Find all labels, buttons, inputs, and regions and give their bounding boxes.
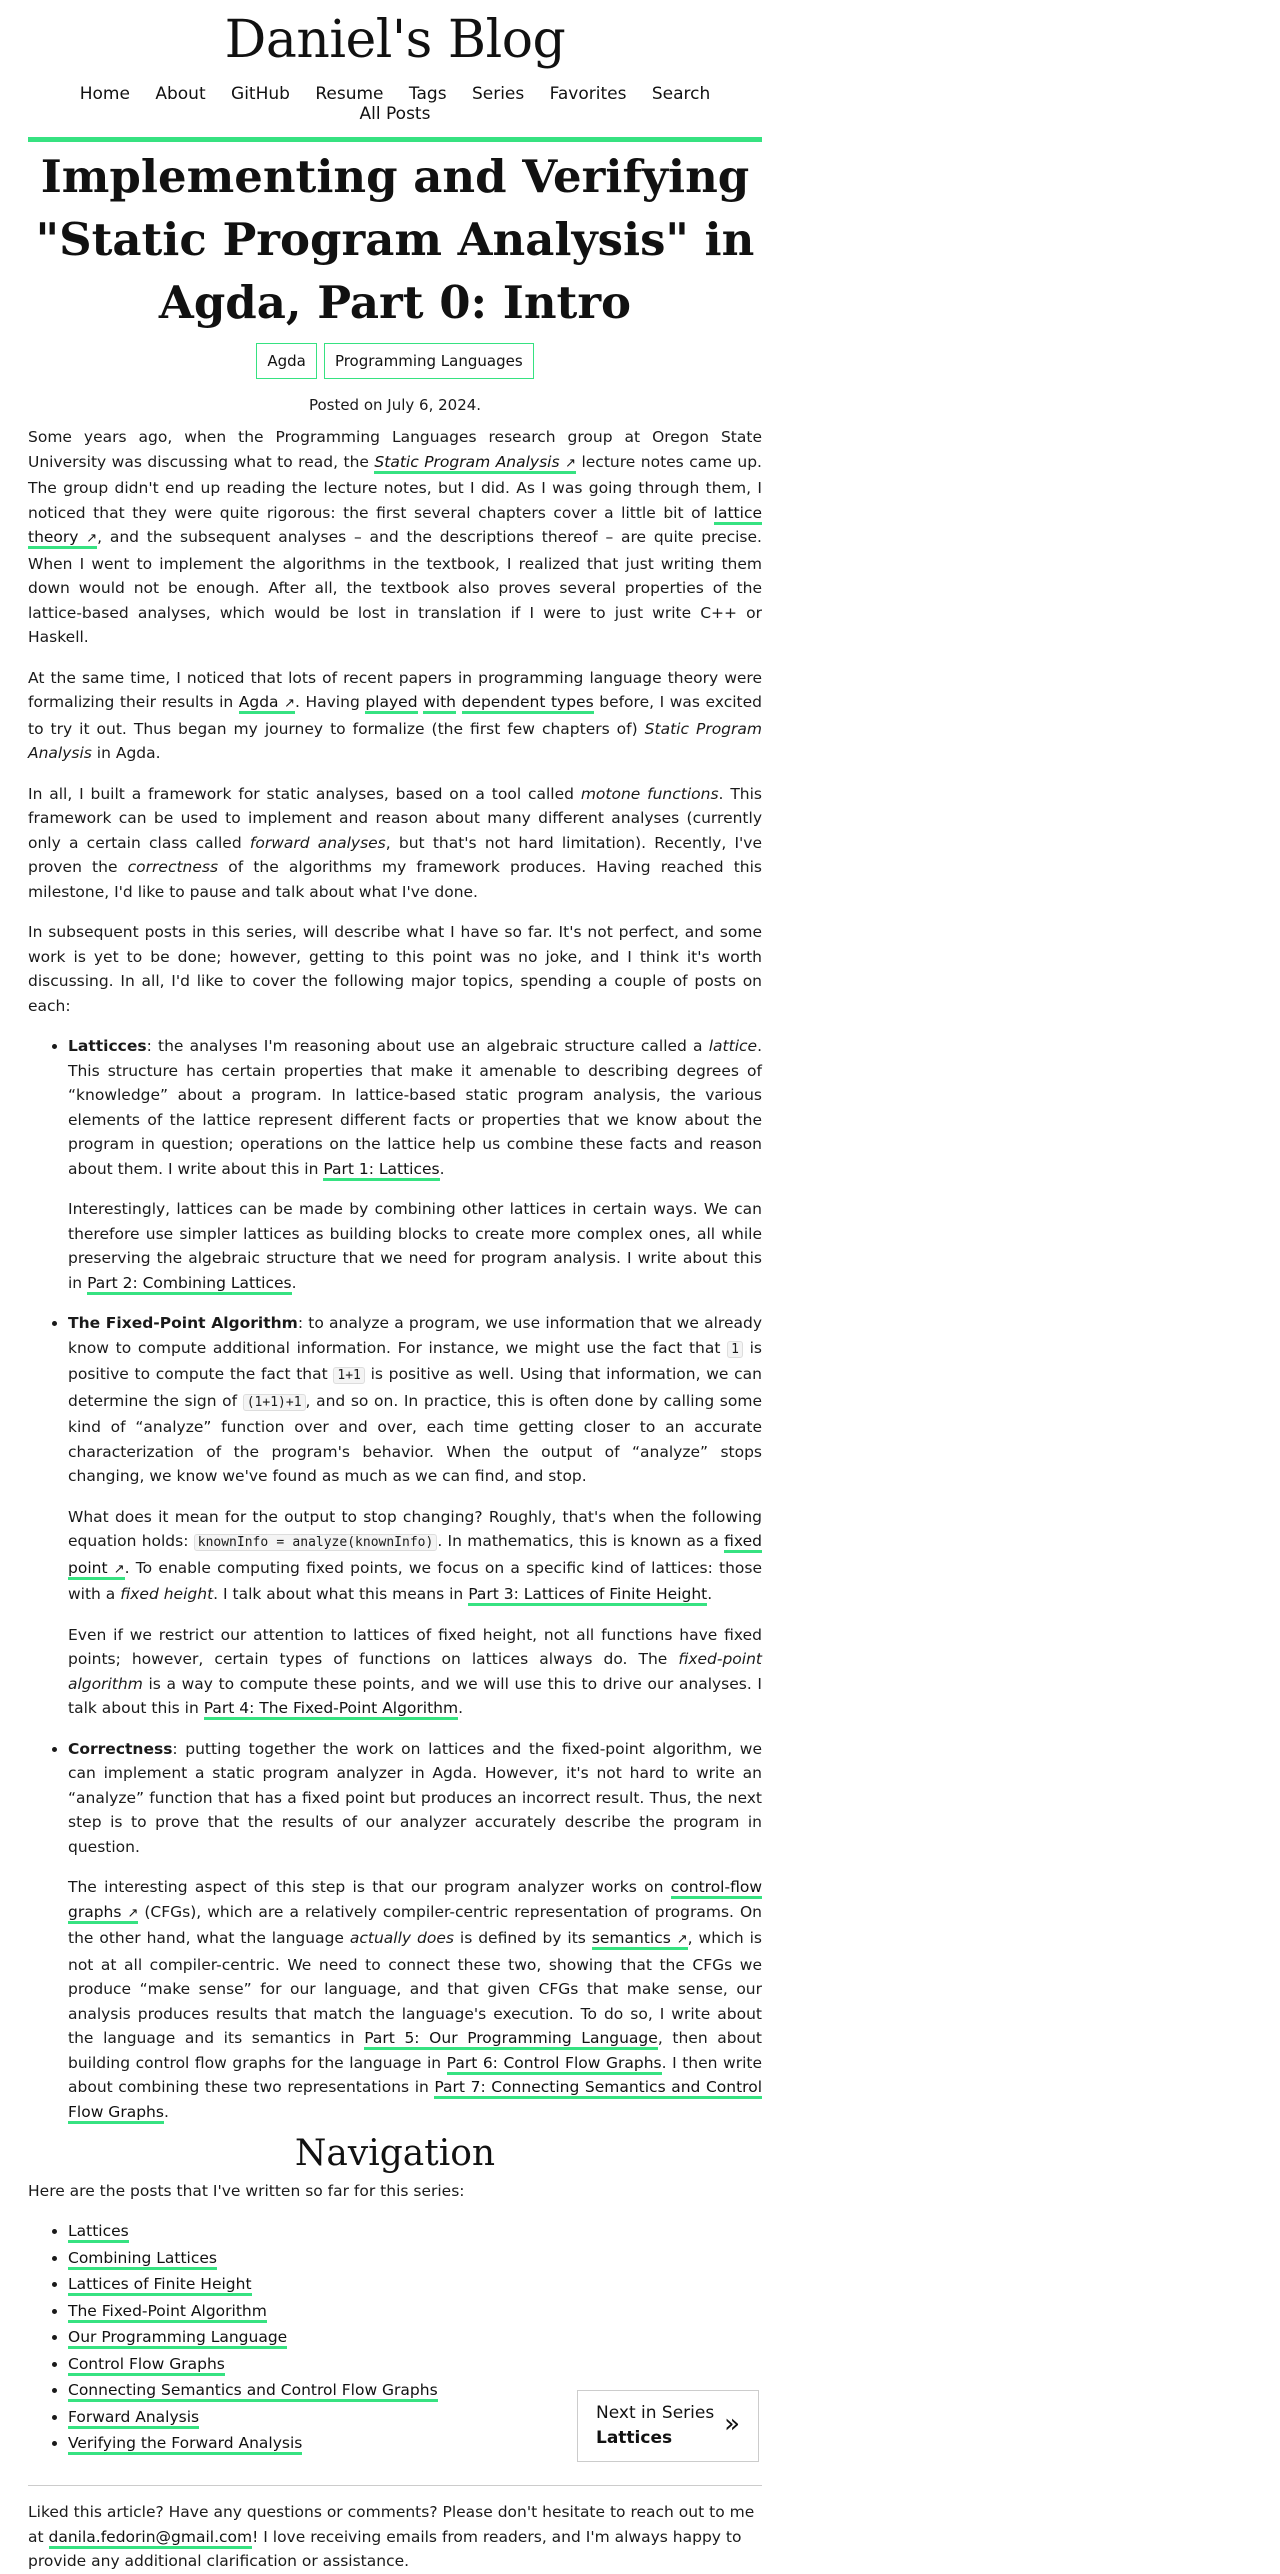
nav-favorites[interactable]: Favorites — [549, 84, 627, 104]
post-title: Implementing and Verifying "Static Program Analysis" in Agda, Part 0: Intro — [35, 150, 755, 329]
tag-programming-languages[interactable]: Programming Languages — [324, 343, 534, 379]
dependent-types-link[interactable]: dependent types — [462, 693, 594, 714]
lattice-theory-link[interactable]: lattice theory ↗ — [28, 504, 762, 550]
part-7-link[interactable]: Part 7: Connecting Semantics and Control Flow Graphs — [68, 2078, 762, 2124]
site-title[interactable]: Daniel's Blog — [224, 10, 566, 70]
series-link-lattices[interactable]: Lattices — [68, 2222, 129, 2243]
nav-github[interactable]: GitHub — [231, 84, 290, 104]
topic-list — [28, 1034, 762, 2124]
external-link-icon: ↗ — [565, 455, 576, 471]
navigation-heading: Navigation — [294, 2133, 496, 2174]
list-item — [68, 2299, 762, 2324]
nav-all-posts[interactable]: All Posts — [359, 104, 431, 124]
series-link-forward-analysis[interactable]: Forward Analysis — [68, 2408, 199, 2429]
next-title: Lattices — [596, 2428, 673, 2448]
part-2-link[interactable]: Part 2: Combining Lattices — [87, 1274, 292, 1295]
external-link-icon: ↗ — [284, 696, 295, 711]
external-link-icon: ↗ — [127, 1905, 139, 1921]
post-date: Posted on July 6, 2024. — [308, 396, 482, 414]
static-program-analysis-link[interactable]: Static Program Analysis ↗ — [374, 453, 576, 474]
with-link[interactable]: with — [423, 693, 456, 714]
series-link-combining-lattices[interactable]: Combining Lattices — [68, 2249, 217, 2270]
control-flow-graphs-link[interactable]: control-flow graphs ↗ — [68, 1878, 762, 1924]
part-6-link[interactable]: Part 6: Control Flow Graphs — [447, 2054, 662, 2075]
part-5-link[interactable]: Part 5: Our Programming Language — [364, 2029, 658, 2050]
paragraph: Some years ago, when the Programming Languages research group at Oregon State University was discussing what to read, the Static Program Analysis ↗ lecture notes came up. The group didn't end up reading the lecture notes, but I did. As I was going through them, I noticed that they were quite rigorous: the first several chapters cover a little bit of lattice theory ↗, and the subsequent analyses – and the descriptions thereof – are quite precise. When I went to implement the algorithms in the textbook, I realized that just writing them down would not be enough. After all, the textbook also proves several properties of the lattice-based analyses, which would be lost in translation if I were to just write C++ or Haskell. — [28, 428, 762, 646]
nav-home[interactable]: Home — [79, 84, 130, 104]
site-header — [28, 0, 762, 142]
paragraph: In subsequent posts in this series, will describe what I have so far. It's not perfect, and some work is yet to be done; however, getting to this point was no joke, and I think it's worth discussing. In all, I'd like to cover the following major topics, spending a couple of posts on each: — [28, 923, 762, 1015]
next-in-series-button[interactable] — [577, 2390, 759, 2462]
list-item — [68, 2352, 762, 2377]
list-item: • Latticces: the analyses I'm reasoning about use an algebraic structure called a lattice. This structure has certain properties that make it amenable to describing degrees of “knowledge” about a program. In lattice-based static program analysis, the various elements of the lattice represent different facts or properties that we know about the program in question; operations on the lattice help us combine these facts and reason about them. I write about this in Part 1: Lattices. Interestingly, lattices can be made by combining other lattices in certain ways. We can therefore use simpler lattices as building blocks to create more complex ones, all while preserving the algebraic structure that we need for program analysis. I write about this in Part 2: Combining Lattices. — [68, 1034, 762, 1295]
agda-link[interactable]: Agda ↗ — [239, 693, 295, 714]
footer: Liked this article? Have any questions or comments? Please don't hesitate to reach out to me at danila.fedorin@gmail.com! I love receiving emails from readers, and I'm always happy to provide any additional clarification or assistance. — [28, 2485, 762, 2574]
external-link-icon: ↗ — [86, 531, 98, 546]
list-item: • Correctness: putting together the work on lattices and the fixed-point algorithm, we can implement a static program analyzer in Agda. However, it's not hard to write an “analyze” function that has a fixed point but produces an incorrect result. Thus, the next step is to prove that the results of our analyzer accurately describe the program in question. The interesting aspect of this step is that our program analyzer works on control-flow graphs ↗ (CFGs), which are a relatively compiler-centric representation of programs. On the other hand, what the language actually does is defined by its semantics ↗, which is not at all compiler-centric. We need to connect these two, showing that the CFGs we produce “make sense” for our language, and that given CFGs that make sense, our analysis produces results that match the language's execution. To do so, I write about the language and its semantics in Part 5: Our Programming Language, then about building control flow graphs for the language in Part 6: Control Flow Graphs. I then write about combining these two representations in Part 7: Connecting Semantics and Control Flow Graphs. — [68, 1737, 762, 2125]
fixed-point-link[interactable]: fixed point ↗ — [68, 1532, 762, 1580]
nav-series[interactable]: Series — [471, 84, 525, 104]
navigation-intro: Here are the posts that I've written so far for this series: — [28, 2181, 465, 2200]
external-link-icon: ↗ — [113, 1561, 125, 1577]
nav-resume[interactable]: Resume — [315, 84, 384, 104]
next-label: Next in Series — [596, 2403, 715, 2423]
tag-agda[interactable]: Agda — [256, 343, 317, 379]
nav-about[interactable]: About — [155, 84, 206, 104]
series-link-verifying-forward-analysis[interactable]: Verifying the Forward Analysis — [68, 2434, 302, 2455]
email-link[interactable]: danila.fedorin@gmail.com — [49, 2528, 253, 2549]
list-item — [68, 2246, 762, 2271]
series-link-finite-height[interactable]: Lattices of Finite Height — [68, 2275, 252, 2296]
list-item — [68, 2272, 762, 2297]
tag-list — [28, 343, 762, 379]
series-link-programming-language[interactable]: Our Programming Language — [68, 2328, 287, 2349]
paragraph: In all, I built a framework for static analyses, based on a tool called motone functions. This framework can be used to implement and reason about many different analyses (currently only a certain class called forward analyses, but that's not hard limitation). Recently, I've proven the correctness of the algorithms my framework produces. Having reached this milestone, I'd like to pause and talk about what I've done. — [28, 784, 763, 901]
series-link-fixed-point[interactable]: The Fixed-Point Algorithm — [68, 2302, 267, 2323]
played-link[interactable]: played — [365, 693, 417, 714]
post-body — [28, 425, 762, 2472]
part-3-link[interactable]: Part 3: Lattices of Finite Height — [468, 1585, 707, 1606]
double-chevron-right-icon: » — [724, 2409, 740, 2439]
external-link-icon: ↗ — [676, 1932, 688, 1947]
semantics-link[interactable]: semantics ↗ — [592, 1929, 688, 1950]
list-item — [68, 2325, 762, 2350]
part-4-link[interactable]: Part 4: The Fixed-Point Algorithm — [204, 1699, 458, 1720]
part-1-link[interactable]: Part 1: Lattices — [323, 1160, 439, 1181]
series-link-control-flow-graphs[interactable]: Control Flow Graphs — [68, 2355, 225, 2376]
nav-tags[interactable]: Tags — [408, 84, 447, 104]
site-nav — [28, 84, 762, 124]
list-item — [68, 2219, 762, 2244]
series-link-connecting-semantics[interactable]: Connecting Semantics and Control Flow Graphs — [68, 2381, 438, 2402]
nav-search[interactable]: Search — [651, 84, 711, 104]
paragraph: At the same time, I noticed that lots of recent papers in programming language theory were formalizing their results in Agda ↗. Having played with dependent types before, I was excited to try it out. Thus began my journey to formalize (the first few chapters of) Static Program Analysis in Agda. — [28, 668, 762, 762]
list-item: • The Fixed-Point Algorithm: to analyze a program, we use information that we already know to compute additional information. For instance, we might use the fact that 1 is positive to compute the fact that 1+1 is positive as well. Using that information, we can determine the sign of (1+1)+1 , and so on. In practice, this is often done by calling some kind of “analyze” function over and over, each time getting closer to an accurate characterization of the program's behavior. When the output of “analyze” stops changing, we know we've found as much as we can find, and stop. What does it mean for the output to stop changing? Roughly, that's when the following equation holds: knownInfo = analyze(knownInfo) . In mathematics, this is known as a fixed point ↗. To enable computing fixed points, we focus on a specific kind of lattices: those with a fixed height. I talk about what this means in Part 3: Lattices of Finite Height. Even if we restrict our attention to lattices of fixed height, not all functions have fixed points; however, certain types of functions on lattices always do. The fixed-point algorithm is a way to compute these points, and we will use this to drive our analyses. I talk about this in Part 4: The Fixed-Point Algorithm. — [68, 1311, 762, 1721]
